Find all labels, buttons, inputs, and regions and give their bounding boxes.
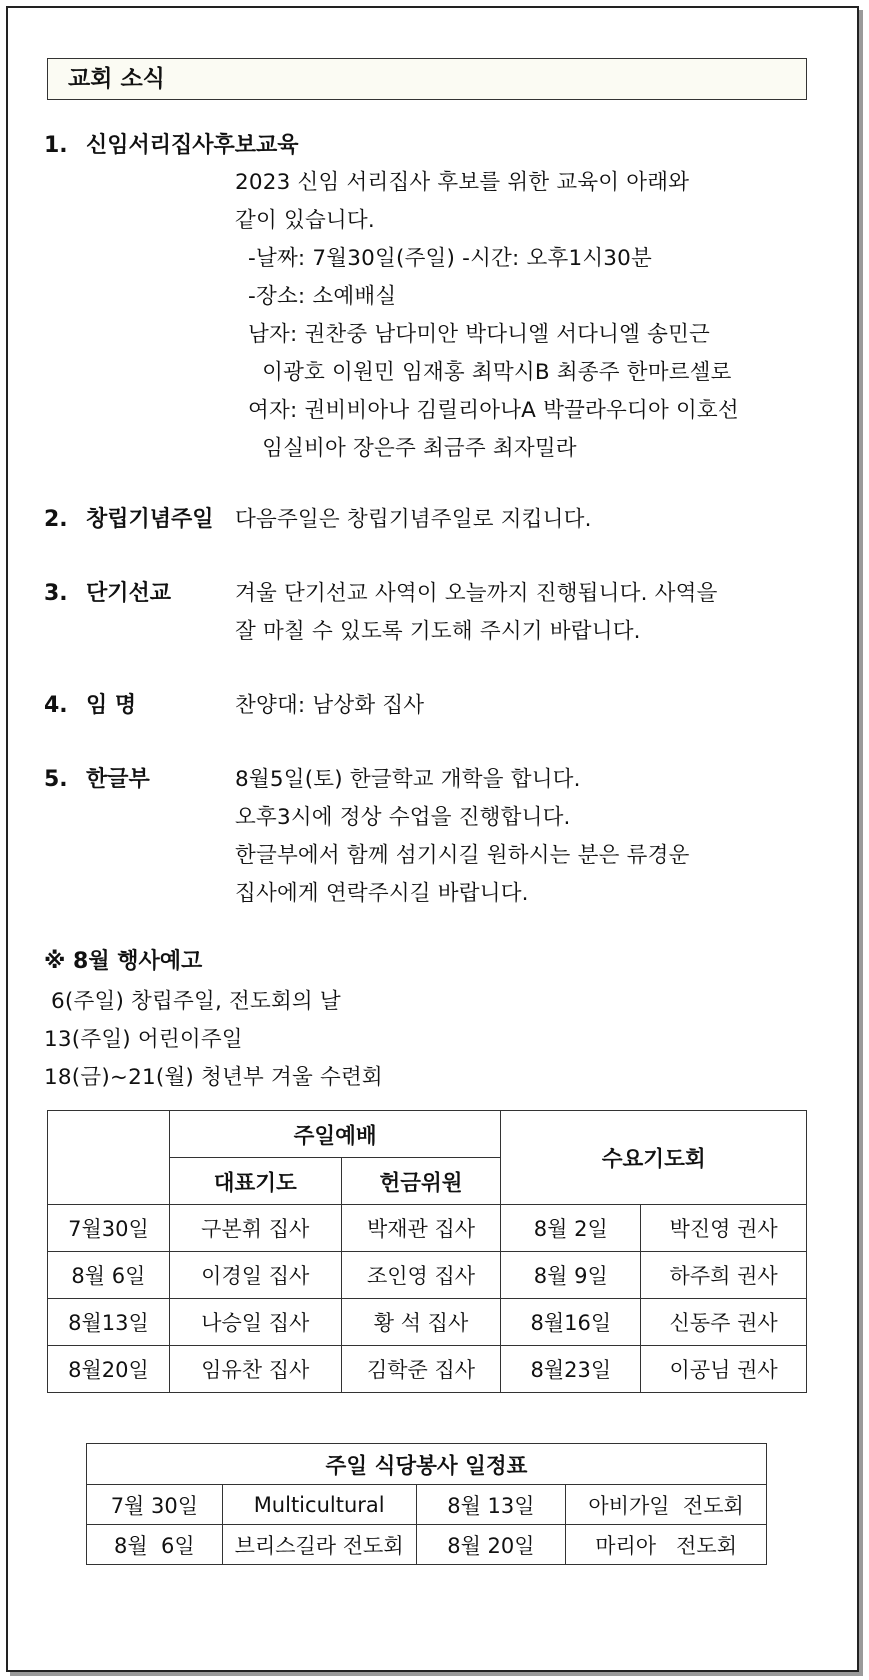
offering-committee-header: 헌금위원 — [341, 1158, 501, 1205]
wednesday-name-cell: 박진영 권사 — [641, 1205, 807, 1252]
wednesday-date-cell: 8월23일 — [501, 1346, 641, 1393]
page-frame — [6, 6, 859, 1672]
service-group-cell: Multicultural — [222, 1485, 416, 1525]
church-news-page — [8, 8, 857, 1670]
service-group-cell: 아비가일 전도회 — [566, 1485, 767, 1525]
item-title: 창립기념주일 — [86, 507, 214, 532]
item-1-line: -날짜: 7월30일(주일) -시간: 오후1시30분 — [241, 246, 653, 271]
events-title: ※ 8월 행사예고 — [44, 949, 203, 974]
offering-cell: 박재관 집사 — [341, 1205, 501, 1252]
prayer-cell: 이경일 집사 — [169, 1252, 341, 1299]
empty-header-cell — [48, 1111, 170, 1205]
wednesday-name-cell: 이공님 권사 — [641, 1346, 807, 1393]
item-title: 임 명 — [86, 693, 137, 718]
item-4-heading — [44, 688, 136, 719]
item-3-line: 겨울 단기선교 사역이 오늘까지 진행됩니다. 사역을 — [235, 581, 718, 606]
item-2-heading — [44, 502, 214, 533]
offering-cell: 황 석 집사 — [341, 1299, 501, 1346]
prayer-cell: 구본휘 집사 — [169, 1205, 341, 1252]
event-line: 18(금)~21(월) 청년부 겨울 수련회 — [44, 1065, 383, 1090]
date-cell: 8월 6일 — [48, 1252, 170, 1299]
wednesday-date-cell: 8월 9일 — [501, 1252, 641, 1299]
item-1-line: 2023 신임 서리집사 후보를 위한 교육이 아래와 — [235, 170, 690, 195]
worship-schedule-table — [47, 1110, 807, 1393]
item-1-line: 이광호 이원민 임재홍 최막시B 최종주 한마르셀로 — [241, 360, 732, 385]
date-cell: 7월30일 — [48, 1205, 170, 1252]
service-group-cell: 마리아 전도회 — [566, 1525, 767, 1565]
item-1-line: -장소: 소예배실 — [241, 284, 397, 309]
cafeteria-schedule-title: 주일 식당봉사 일정표 — [87, 1444, 767, 1485]
item-3-line: 잘 마칠 수 있도록 기도해 주시기 바랍니다. — [235, 619, 641, 644]
item-number: 4. — [44, 693, 68, 718]
item-5-line: 8월5일(토) 한글학교 개학을 합니다. — [235, 767, 581, 792]
item-1-heading — [44, 128, 299, 159]
item-4-text: 찬양대: 남상화 집사 — [235, 693, 425, 718]
cafeteria-schedule-table — [86, 1443, 767, 1565]
item-number: 5. — [44, 767, 68, 792]
event-line: 6(주일) 창립주일, 전도회의 날 — [44, 989, 341, 1014]
item-number: 1. — [44, 133, 68, 158]
item-5-heading — [44, 762, 150, 793]
date-cell: 8월20일 — [48, 1346, 170, 1393]
item-1-line: 같이 있습니다. — [235, 208, 375, 233]
sunday-worship-header: 주일예배 — [169, 1111, 501, 1158]
item-title: 신임서리집사후보교육 — [86, 133, 299, 158]
table-row — [48, 1299, 807, 1346]
item-5-line: 한글부에서 함께 섬기시길 원하시는 분은 류경운 — [235, 843, 690, 868]
offering-cell: 조인영 집사 — [341, 1252, 501, 1299]
section-title: 교회 소식 — [47, 58, 807, 100]
table-row — [48, 1346, 807, 1393]
wednesday-date-cell: 8월16일 — [501, 1299, 641, 1346]
item-title: 단기선교 — [86, 581, 172, 606]
item-number: 2. — [44, 507, 68, 532]
wednesday-date-cell: 8월 2일 — [501, 1205, 641, 1252]
service-date-cell: 8월 6일 — [87, 1525, 223, 1565]
offering-cell: 김학준 집사 — [341, 1346, 501, 1393]
event-line: 13(주일) 어린이주일 — [44, 1027, 243, 1052]
prayer-cell: 나승일 집사 — [169, 1299, 341, 1346]
item-1-line: 여자: 권비비아나 김릴리아나A 박끌라우디아 이호선 — [241, 398, 739, 423]
representative-prayer-header: 대표기도 — [169, 1158, 341, 1205]
item-5-line: 오후3시에 정상 수업을 진행합니다. — [235, 805, 571, 830]
wednesday-name-cell: 신동주 권사 — [641, 1299, 807, 1346]
wednesday-name-cell: 하주희 권사 — [641, 1252, 807, 1299]
table-row — [87, 1485, 767, 1525]
service-date-cell: 8월 13일 — [416, 1485, 566, 1525]
item-2-text: 다음주일은 창립기념주일로 지킵니다. — [235, 507, 592, 532]
wednesday-prayer-header: 수요기도회 — [501, 1111, 807, 1205]
item-1-line: 남자: 권찬중 남다미안 박다니엘 서다니엘 송민근 — [241, 322, 711, 347]
prayer-cell: 임유찬 집사 — [169, 1346, 341, 1393]
item-3-heading — [44, 576, 171, 607]
service-group-cell: 브리스길라 전도회 — [222, 1525, 416, 1565]
item-number: 3. — [44, 581, 68, 606]
item-1-line: 임실비아 장은주 최금주 최자밀라 — [241, 436, 577, 461]
table-row — [48, 1205, 807, 1252]
item-title: 한글부 — [86, 767, 150, 792]
table-row — [48, 1252, 807, 1299]
item-5-line: 집사에게 연락주시길 바랍니다. — [235, 881, 529, 906]
service-date-cell: 7월 30일 — [87, 1485, 223, 1525]
date-cell: 8월13일 — [48, 1299, 170, 1346]
table-row — [87, 1525, 767, 1565]
service-date-cell: 8월 20일 — [416, 1525, 566, 1565]
